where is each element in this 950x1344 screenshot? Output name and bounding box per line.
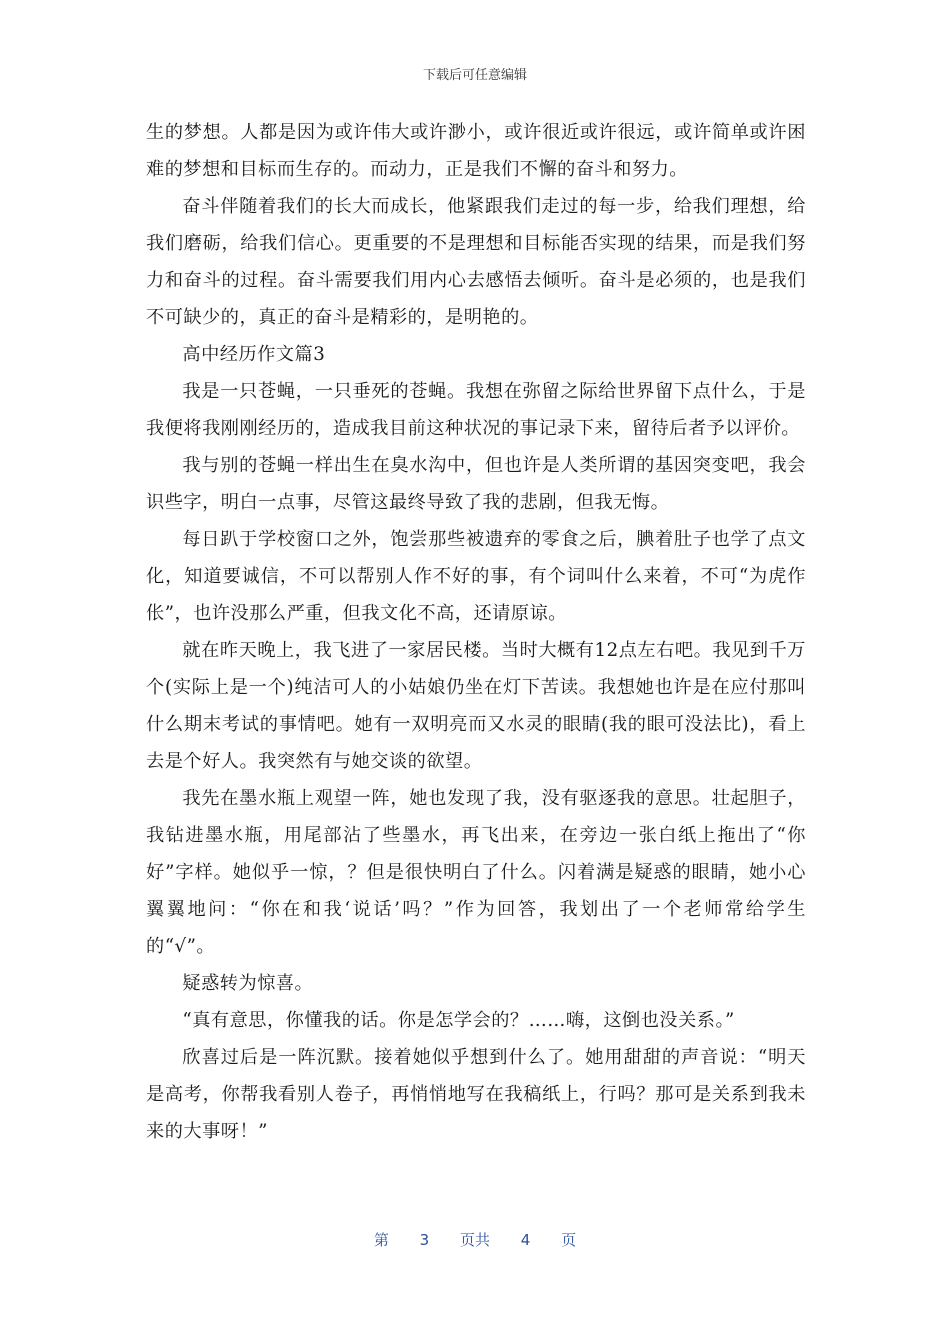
paragraph: 生的梦想。人都是因为或许伟大或许渺小，或许很近或许很远，或许简单或许困难的梦想和目标而生存的。而动力，正是我们不懈的奋斗和努力。 <box>146 122 806 180</box>
paragraph: 我是一只苍蝇，一只垂死的苍蝇。我想在弥留之际给世界留下点什么，于是我便将我刚刚经历的，造成我目前这种状况的事记录下来，留待后者予以评价。 <box>146 381 806 439</box>
section-title: 高中经历作文篇3 <box>182 344 326 365</box>
footer-middle: 页共 <box>459 1231 490 1249</box>
paragraph: 欣喜过后是一阵沉默。接着她似乎想到什么了。她用甜甜的声音说：“明天是高考，你帮我看别人卷子，再悄悄地写在我稿纸上，行吗？那可是关系到我未来的大事呀！” <box>146 1047 806 1142</box>
page-footer <box>0 1229 950 1250</box>
paragraph: 疑惑转为惊喜。 <box>182 973 314 994</box>
footer-prefix: 第 <box>373 1231 389 1249</box>
paragraph: 每日趴于学校窗口之外，饱尝那些被遗弃的零食之后，腆着肚子也学了点文化，知道要诚信，不可以帮别人作不好的事，有个词叫什么来着，不可“为虎作伥”，也许没那么严重，但我文化不高，还请原谅。 <box>146 529 806 624</box>
paragraph: “真有意思，你懂我的话。你是怎学会的？……嗨，这倒也没关系。” <box>182 1010 735 1031</box>
document-body <box>146 114 806 1150</box>
footer-suffix: 页 <box>561 1231 577 1249</box>
paragraph: 奋斗伴随着我们的长大而成长，他紧跟我们走过的每一步，给我们理想，给我们磨砺，给我们信心。更重要的不是理想和目标能否实现的结果，而是我们努力和奋斗的过程。奋斗需要我们用内心去感悟去倾听。奋斗是必须的，也是我们不可缺少的，真正的奋斗是精彩的，是明艳的。 <box>146 196 806 328</box>
page-number: 3 <box>419 1231 430 1249</box>
paragraph: 我先在墨水瓶上观望一阵，她也发现了我，没有驱逐我的意思。壮起胆子，我钻进墨水瓶，用尾部沾了些墨水，再飞出来，在旁边一张白纸上拖出了“你好”字样。她似乎一惊，？但是很快明白了什么。闪着满是疑惑的眼睛，她小心翼翼地问：“你在和我‘说话’吗？”作为回答，我划出了一个老师常给学生的“√”。 <box>146 788 806 957</box>
page-header: 下载后可任意编辑 <box>422 68 527 83</box>
paragraph: 我与别的苍蝇一样出生在臭水沟中，但也许是人类所谓的基因突变吧，我会识些字，明白一点事，尽管这最终导致了我的悲剧，但我无悔。 <box>146 455 806 513</box>
paragraph: 就在昨天晚上，我飞进了一家居民楼。当时大概有12点左右吧。我见到千万个(实际上是一个)纯洁可人的小姑娘仍坐在灯下苦读。我想她也许是在应付那叫什么期末考试的事情吧。她有一双明亮而又水灵的眼睛(我的眼可没法比)，看上去是个好人。我突然有与她交谈的欲望。 <box>146 640 806 772</box>
page-total: 4 <box>520 1231 531 1249</box>
